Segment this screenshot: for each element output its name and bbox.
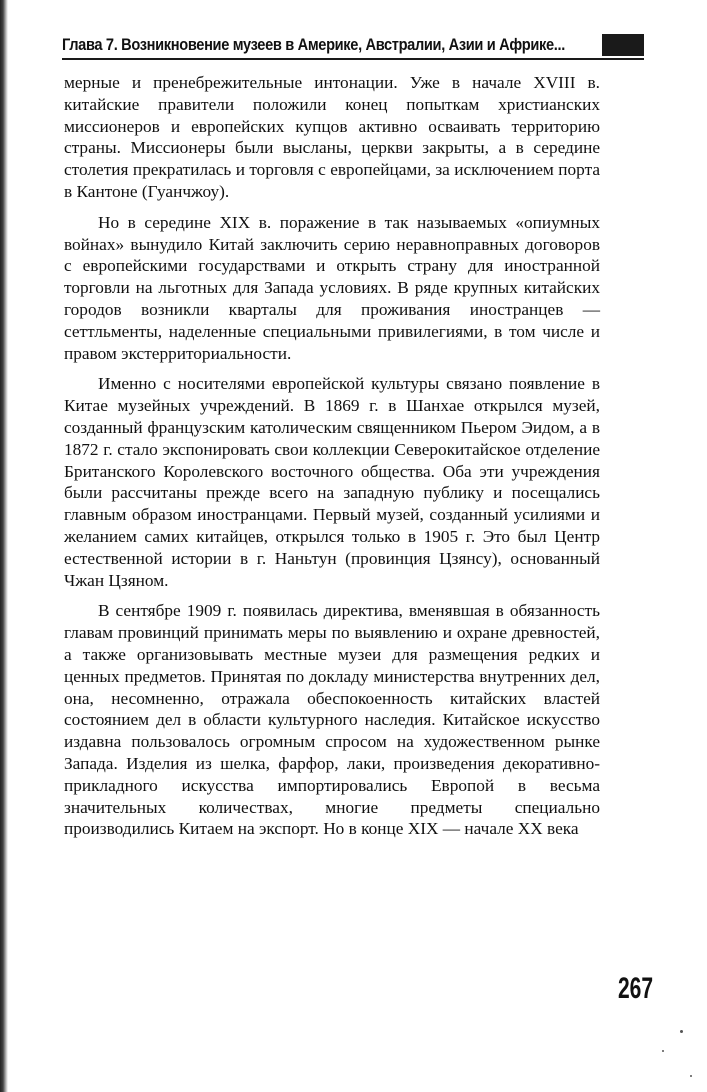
paragraph-continued: мерные и пренебрежительные интонации. Уже в начале XVIII в. китайские правители положили конец попыткам христианских миссионеров и европейских купцов активно осваивать территорию страны. Миссионеры были высланы, церкви закрыты, а в середине столетия прекратилась и торговля с европейцами, за исключением порта в Кантоне (Гуанчжоу).	[64, 73, 600, 201]
page-binding-edge	[0, 0, 8, 1092]
paragraph: Именно с носителями европейской культуры связано появление в Китае музейных учреждений. В 1869 г. в Шанхае открылся музей, созданный французским католическим священником Пьером Эидом, а в 1872 г. стало экспонировать свои коллекции Северокитайское отделение Британского Королевского восточного общества. Оба эти учреждения были рассчитаны прежде всего на западную публику и посещались главным образом иностранцами. Первый музей, созданный усилиями и желанием самих китайцев, открылся только в 1905 г. Это был Центр естественной истории в г. Наньтун (провинция Цзянсу), основанный Чжан Цзяном.	[64, 374, 600, 590]
scan-speck	[690, 1075, 692, 1077]
paragraph: В сентябре 1909 г. появилась директива, вменявшая в обязанность главам провинций принимать меры по выявлению и охране древностей, а также организовывать местные музеи для размещения редких и ценных предметов. Принятая по докладу министерства внутренних дел, она, несомненно, отражала обеспокоенность китайских властей состоянием дел в области культурного наследия. Китайское искусство издавна пользовалось огромным спросом на художественном рынке Запада. Изделия из шелка, фарфор, лаки, произведения декоративно-прикладного искусства импортировались Европой в весьма значительных количествах, многие предметы специально производились Китаем на экспорт. Но в конце XIX — начале XX века	[64, 601, 600, 839]
header-black-block	[602, 34, 644, 56]
running-head: Глава 7. Возникновение музеев в Америке, Австралии, Азии и Африке...	[62, 35, 565, 54]
body-text	[64, 72, 600, 840]
scan-speck	[680, 1030, 683, 1033]
page-number: 267	[618, 972, 654, 1005]
paragraph: Но в середине XIX в. поражение в так называемых «опиумных войнах» вынудило Китай заключить серию неравноправных договоров с европейскими государствами и открыть страну для иностранной торговли на льготных для Запада условиях. В ряде крупных китайских городов возникли кварталы для проживания иностранцев — сеттльменты, наделенные специальными привилегиями, в том числе и правом экстерриториальности.	[64, 212, 600, 363]
page-header	[62, 34, 644, 60]
scan-speck	[662, 1050, 664, 1052]
header-rule	[62, 58, 644, 60]
